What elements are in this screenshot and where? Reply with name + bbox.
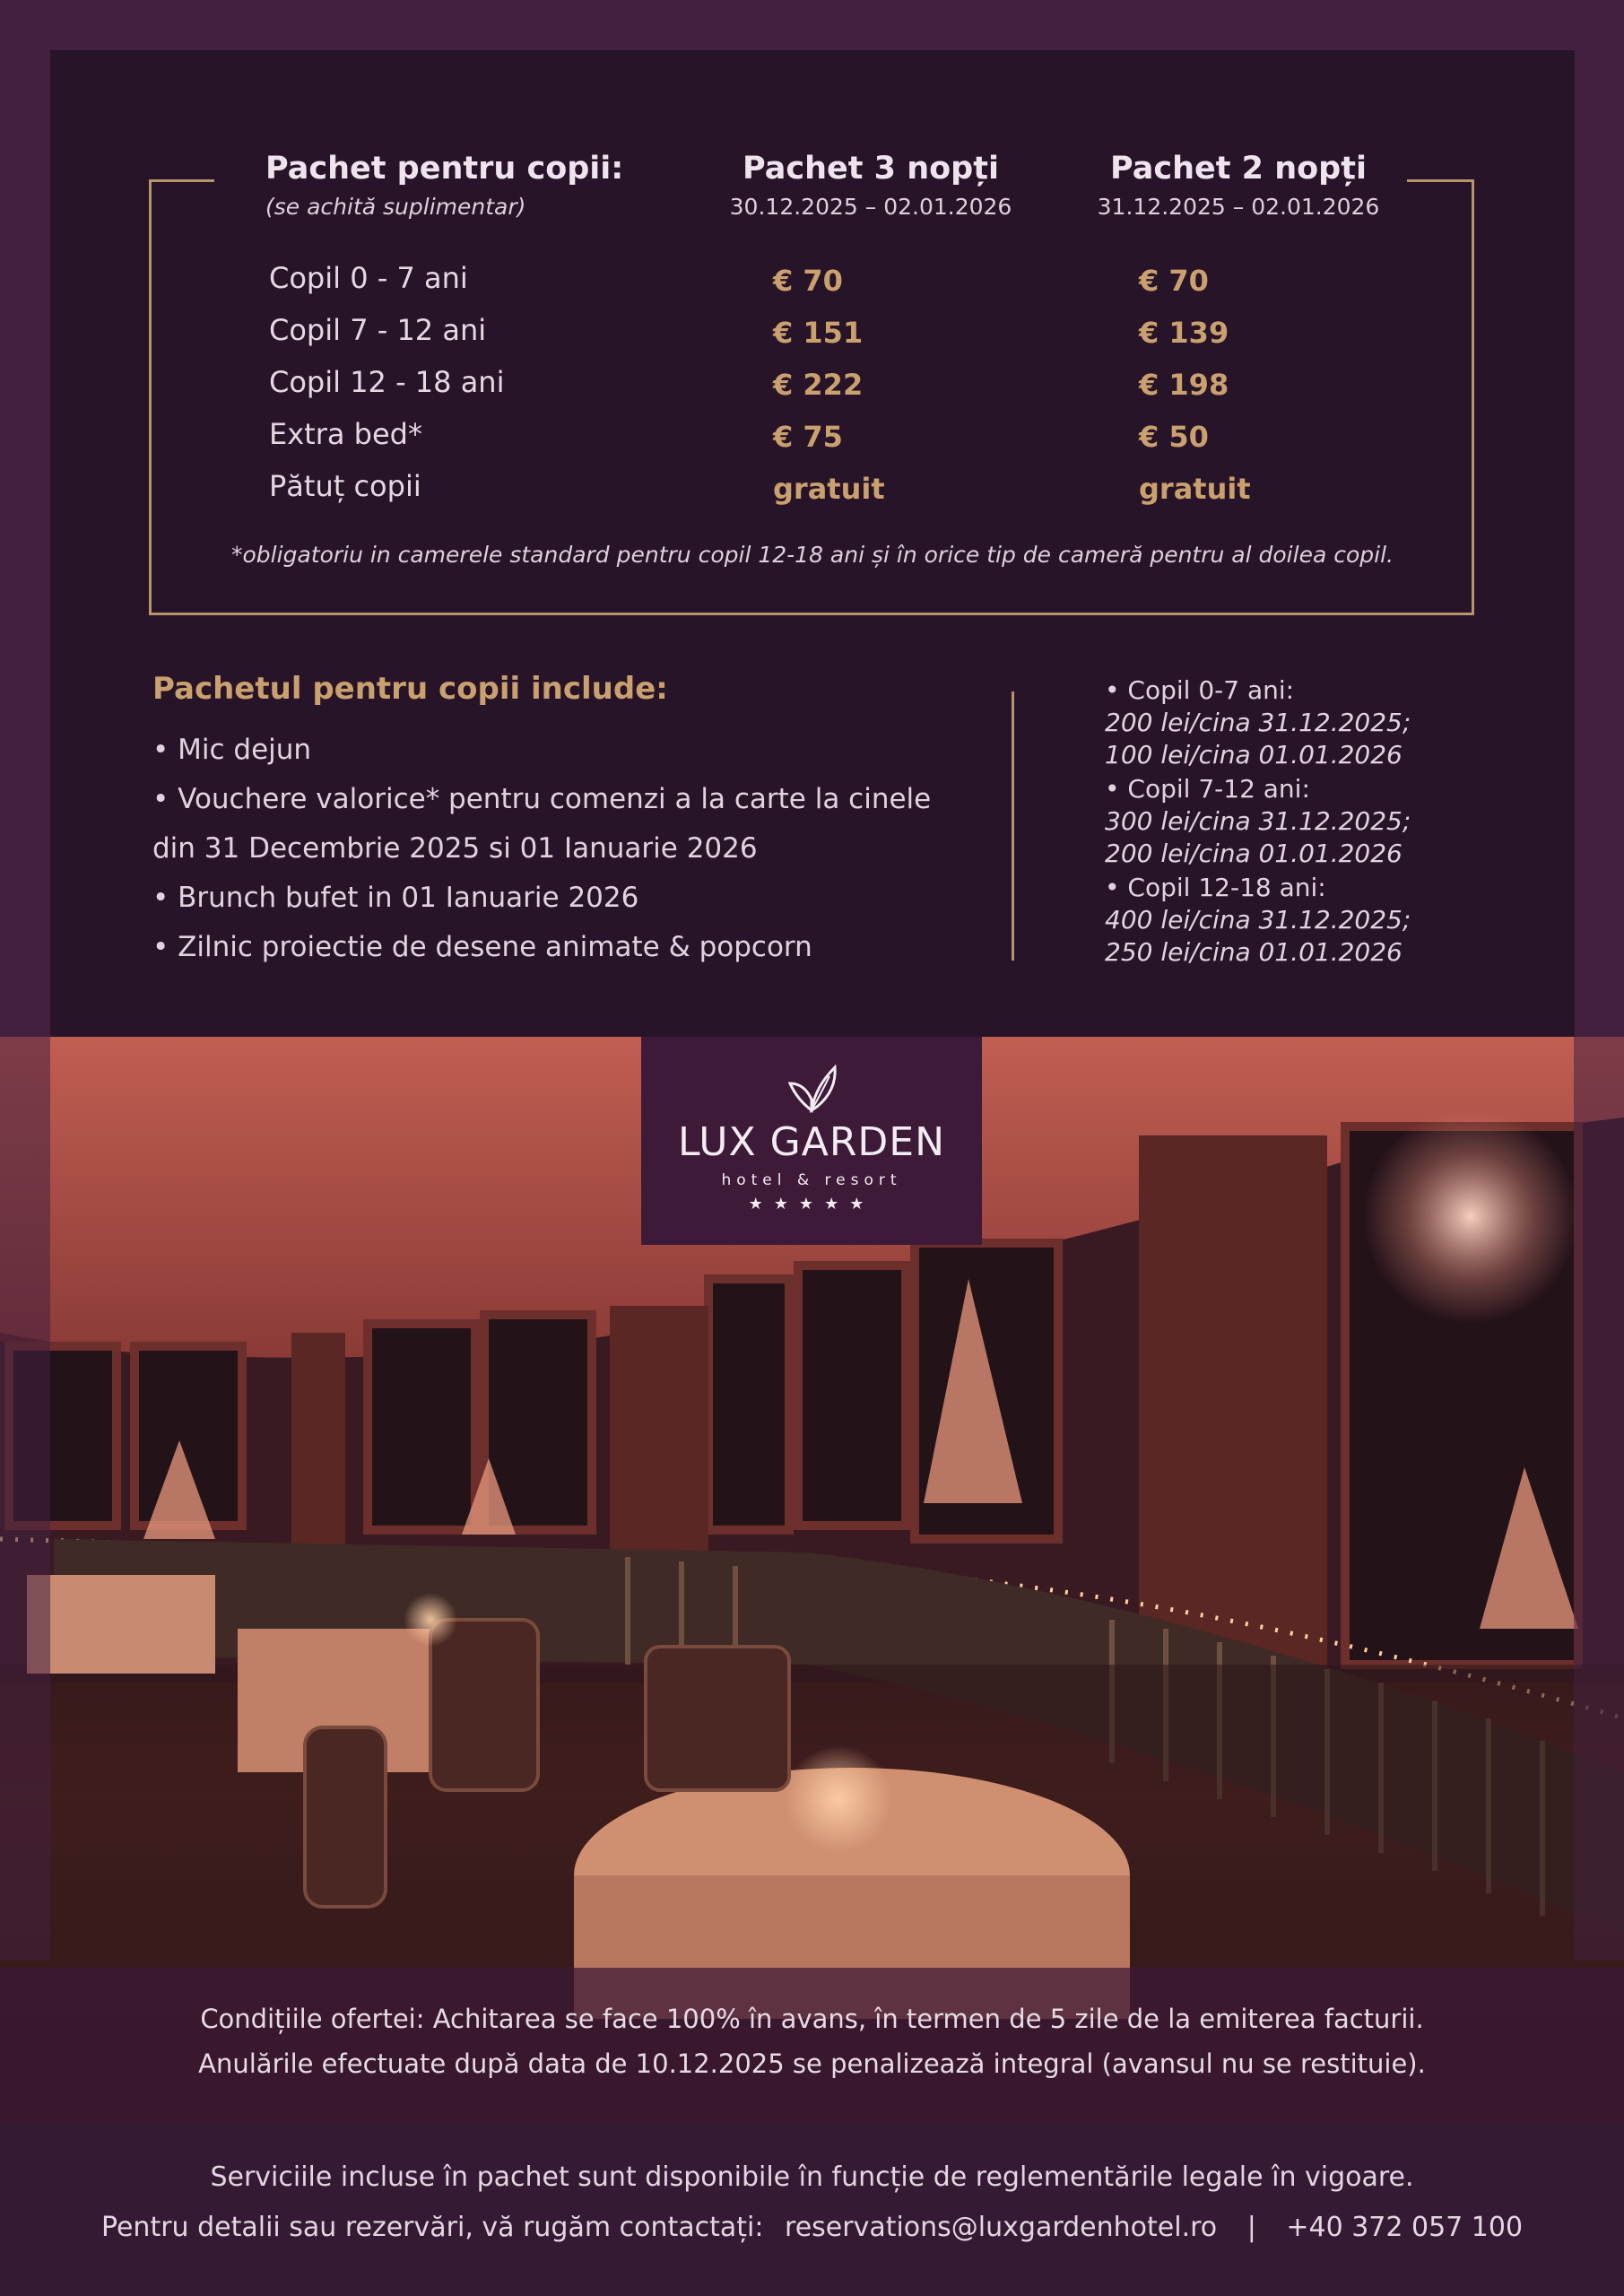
includes-item: • Vouchere valorice* pentru comenzi a la carte la cinele (152, 783, 932, 815)
row-label: Copil 7 - 12 ani (269, 313, 487, 347)
package-2-nights-dates: 31.12.2025 – 02.01.2026 (1097, 194, 1380, 220)
hotel-logo (641, 1037, 982, 1245)
includes-item: • Zilnic proiectie de desene animate & popcorn (152, 931, 812, 963)
voucher-line: 300 lei/cina 31.12.2025; (1105, 806, 1411, 836)
price-3-nights: gratuit (773, 472, 885, 506)
conditions-line: Anulările efectuate după data de 10.12.2025 se penalizează integral (avansul nu se restituie). (198, 2048, 1426, 2079)
row-label: Copil 12 - 18 ani (269, 365, 505, 399)
phone-link[interactable]: +40 372 057 100 (1286, 2212, 1524, 2243)
price-3-nights: € 222 (773, 368, 864, 402)
conditions-line: Condițiile ofertei: Achitarea se face 100% în avans, în termen de 5 zile de la emiterea facturii. (200, 2004, 1424, 2034)
voucher-line: 100 lei/cina 01.01.2026 (1105, 740, 1403, 770)
photo-side-shade (0, 1037, 50, 1961)
includes-item: • Brunch bufet in 01 Ianuarie 2026 (152, 882, 639, 914)
kids-package-title: Pachet pentru copii: (265, 151, 624, 187)
email-link[interactable]: reservations@luxgardenhotel.ro (785, 2212, 1218, 2243)
voucher-line: 200 lei/cina 01.01.2026 (1105, 839, 1403, 868)
footer (0, 2122, 1624, 2296)
package-2-nights-header (1046, 151, 1431, 220)
footer-contact (0, 2212, 1624, 2243)
fireworks (1363, 1109, 1578, 1324)
includes-title: Pachetul pentru copii include: (152, 671, 668, 707)
photo-side-shade (1574, 1037, 1624, 1961)
voucher-line: 400 lei/cina 31.12.2025; (1105, 905, 1411, 935)
conditions-band (0, 1968, 1624, 2122)
price-3-nights: € 70 (773, 264, 843, 298)
contact-label: Pentru detalii sau rezervări, vă rugăm contactați: (100, 2212, 764, 2243)
voucher-line: 250 lei/cina 01.01.2026 (1105, 937, 1403, 967)
price-2-nights: € 70 (1139, 264, 1209, 298)
footer-disclaimer: Serviciile incluse în pachet sunt disponibile în funcție de reglementările legale în vigoare. (210, 2161, 1414, 2193)
row-label: Pătuț copii (269, 469, 421, 503)
pricing-panel (50, 50, 1575, 1037)
leaf-icon (785, 1064, 838, 1114)
extra-bed-footnote: *obligatoriu in camerele standard pentru copil 12-18 ani și în orice tip de cameră pentru al doilea copil. (231, 542, 1394, 568)
logo-tagline: hotel & resort (721, 1171, 902, 1189)
package-3-nights-title: Pachet 3 nopți (743, 151, 999, 187)
voucher-line: 200 lei/cina 31.12.2025; (1105, 708, 1411, 737)
price-3-nights: € 75 (773, 420, 843, 454)
package-2-nights-title: Pachet 2 nopți (1110, 151, 1367, 187)
voucher-line: • Copil 0-7 ani: (1105, 675, 1295, 705)
logo-stars: ★★★★★ (748, 1195, 875, 1213)
includes-item: din 31 Decembrie 2025 si 01 Ianuarie 2026 (152, 832, 758, 865)
candle-glow (785, 1745, 892, 1853)
row-label: Copil 0 - 7 ani (269, 261, 468, 295)
price-2-nights: € 198 (1139, 368, 1229, 402)
package-3-nights-header (678, 151, 1064, 220)
kids-package-subtitle: (se achită suplimentar) (265, 194, 526, 220)
price-2-nights: gratuit (1139, 472, 1251, 506)
kids-package-header (265, 151, 623, 220)
price-2-nights: € 50 (1139, 420, 1209, 454)
price-2-nights: € 139 (1139, 316, 1229, 350)
contact-separator: | (1246, 2212, 1256, 2243)
price-3-nights: € 151 (773, 316, 864, 350)
candle-glow (404, 1593, 457, 1647)
voucher-line: • Copil 7-12 ani: (1105, 774, 1310, 804)
row-label: Extra bed* (269, 417, 422, 451)
includes-item: • Mic dejun (152, 734, 312, 766)
vertical-divider (1012, 691, 1014, 961)
logo-name: LUX GARDEN (677, 1119, 946, 1165)
voucher-line: • Copil 12-18 ani: (1105, 873, 1326, 902)
package-3-nights-dates: 30.12.2025 – 02.01.2026 (729, 194, 1012, 220)
